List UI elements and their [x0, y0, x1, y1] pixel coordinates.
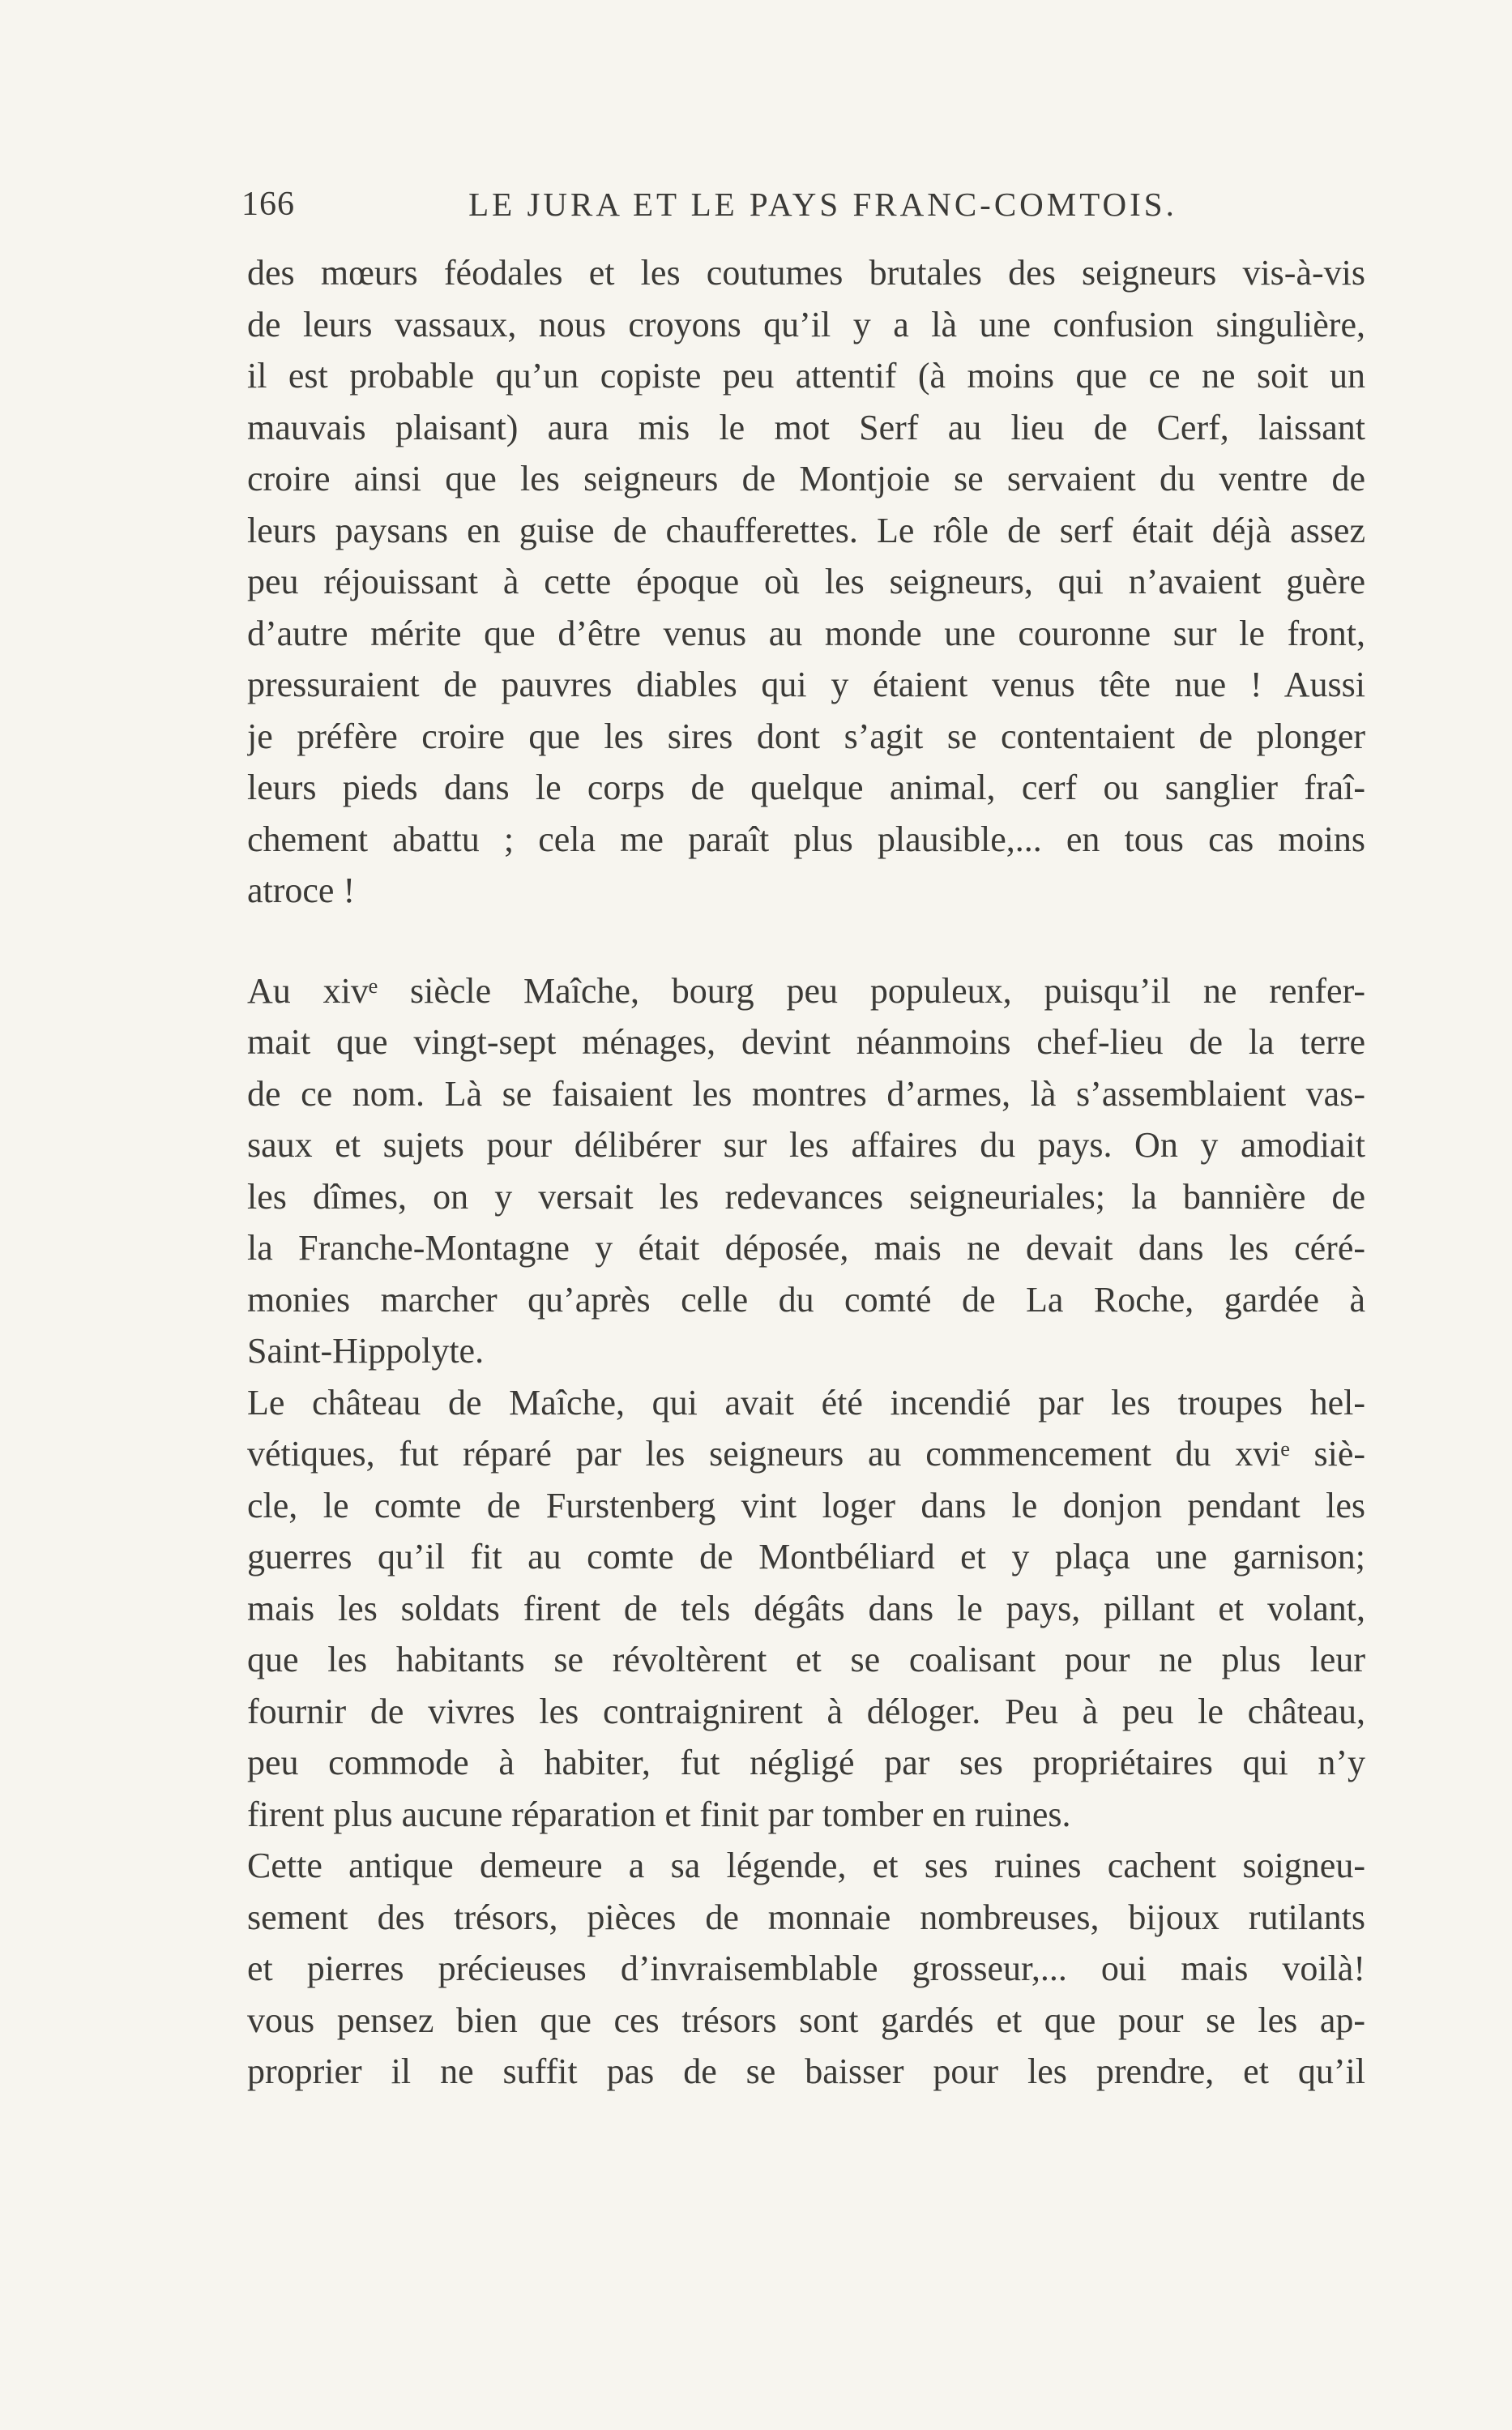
text-line: firent plus aucune réparation et finit par tomber en ruines.	[247, 1794, 1071, 1834]
text-line: Le château de Maîche, qui avait été incendié par les troupes hel-	[247, 1382, 1365, 1422]
text-line: mauvais plaisant) aura mis le mot Serf au lieu de Cerf, laissant	[247, 407, 1365, 447]
text-line: sement des trésors, pièces de monnaie nombreuses, bijoux rutilants	[247, 1897, 1365, 1937]
text-line: chement abattu ; cela me paraît plus plausible,... en tous cas moins	[247, 819, 1365, 859]
page-number: 166	[241, 186, 295, 223]
paragraph-spacer	[247, 917, 1365, 965]
text-line: mait que vingt-sept ménages, devint néanmoins chef-lieu de la terre	[247, 1022, 1365, 1062]
body-text	[247, 247, 1365, 2098]
text-line: atroce !	[247, 871, 356, 910]
text-line: pressuraient de pauvres diables qui y étaient venus tête nue ! Aussi	[247, 665, 1365, 704]
text-line: que les habitants se révoltèrent et se coalisant pour ne plus leur	[247, 1640, 1365, 1679]
text-line: de leurs vassaux, nous croyons qu’il y a là une confusion singulière,	[247, 304, 1365, 344]
text-line: d’autre mérite que d’être venus au monde une couronne sur le front,	[247, 613, 1365, 653]
text-line: croire ainsi que les seigneurs de Montjoie se servaient du ventre de	[247, 459, 1365, 498]
text-line: saux et sujets pour délibérer sur les affaires du pays. On y amodiait	[247, 1125, 1365, 1165]
text-line: Cette antique demeure a sa légende, et ses ruines cachent soigneu-	[247, 1846, 1365, 1885]
text-line: vétiques, fut réparé par les seigneurs au commencement du xviᵉ siè-	[247, 1434, 1365, 1474]
paragraph	[247, 247, 1365, 917]
text-line: leurs paysans en guise de chaufferettes. Le rôle de serf était déjà assez	[247, 510, 1365, 550]
text-line: proprier il ne suffit pas de se baisser pour les prendre, et qu’il	[247, 2051, 1365, 2091]
running-title: LE JURA ET LE PAYS FRANC-COMTOIS.	[468, 186, 1177, 223]
paragraph	[247, 1377, 1365, 1841]
text-line: et pierres précieuses d’invraisemblable grosseur,... oui mais voilà!	[247, 1949, 1365, 1988]
text-line: je préfère croire que les sires dont s’agit se contentaient de plonger	[247, 716, 1365, 756]
running-head	[241, 185, 1372, 233]
text-line: de ce nom. Là se faisaient les montres d’armes, là s’assemblaient vas-	[247, 1073, 1365, 1114]
paragraph	[247, 965, 1365, 1377]
paragraph	[247, 1840, 1365, 2098]
text-line: cle, le comte de Furstenberg vint loger dans le donjon pendant les	[247, 1485, 1365, 1525]
text-line: Au xivᵉ siècle Maîche, bourg peu populeux, puisqu’il ne renfer-	[247, 970, 1365, 1011]
text-line: monies marcher qu’après celle du comté de La Roche, gardée à	[247, 1279, 1365, 1320]
text-line: Saint-Hippolyte.	[247, 1331, 485, 1371]
text-line: vous pensez bien que ces trésors sont gardés et que pour se les ap-	[247, 2000, 1365, 2040]
text-line: peu réjouissant à cette époque où les seigneurs, qui n’avaient guère	[247, 562, 1365, 601]
text-line: peu commode à habiter, fut négligé par ses propriétaires qui n’y	[247, 1743, 1365, 1782]
text-line: les dîmes, on y versait les redevances seigneuriales; la bannière de	[247, 1176, 1365, 1217]
text-line: il est probable qu’un copiste peu attentif (à moins que ce ne soit un	[247, 356, 1365, 396]
text-line: la Franche-Montagne y était déposée, mais ne devait dans les céré-	[247, 1228, 1365, 1268]
text-line: guerres qu’il fit au comte de Montbéliard et y plaça une garnison;	[247, 1537, 1365, 1577]
text-line: mais les soldats firent de tels dégâts dans le pays, pillant et volant,	[247, 1588, 1365, 1628]
text-line: leurs pieds dans le corps de quelque animal, cerf ou sanglier fraî-	[247, 768, 1365, 807]
text-line: des mœurs féodales et les coutumes brutales des seigneurs vis-à-vis	[247, 253, 1365, 293]
text-line: fournir de vivres les contraignirent à déloger. Peu à peu le château,	[247, 1691, 1365, 1731]
